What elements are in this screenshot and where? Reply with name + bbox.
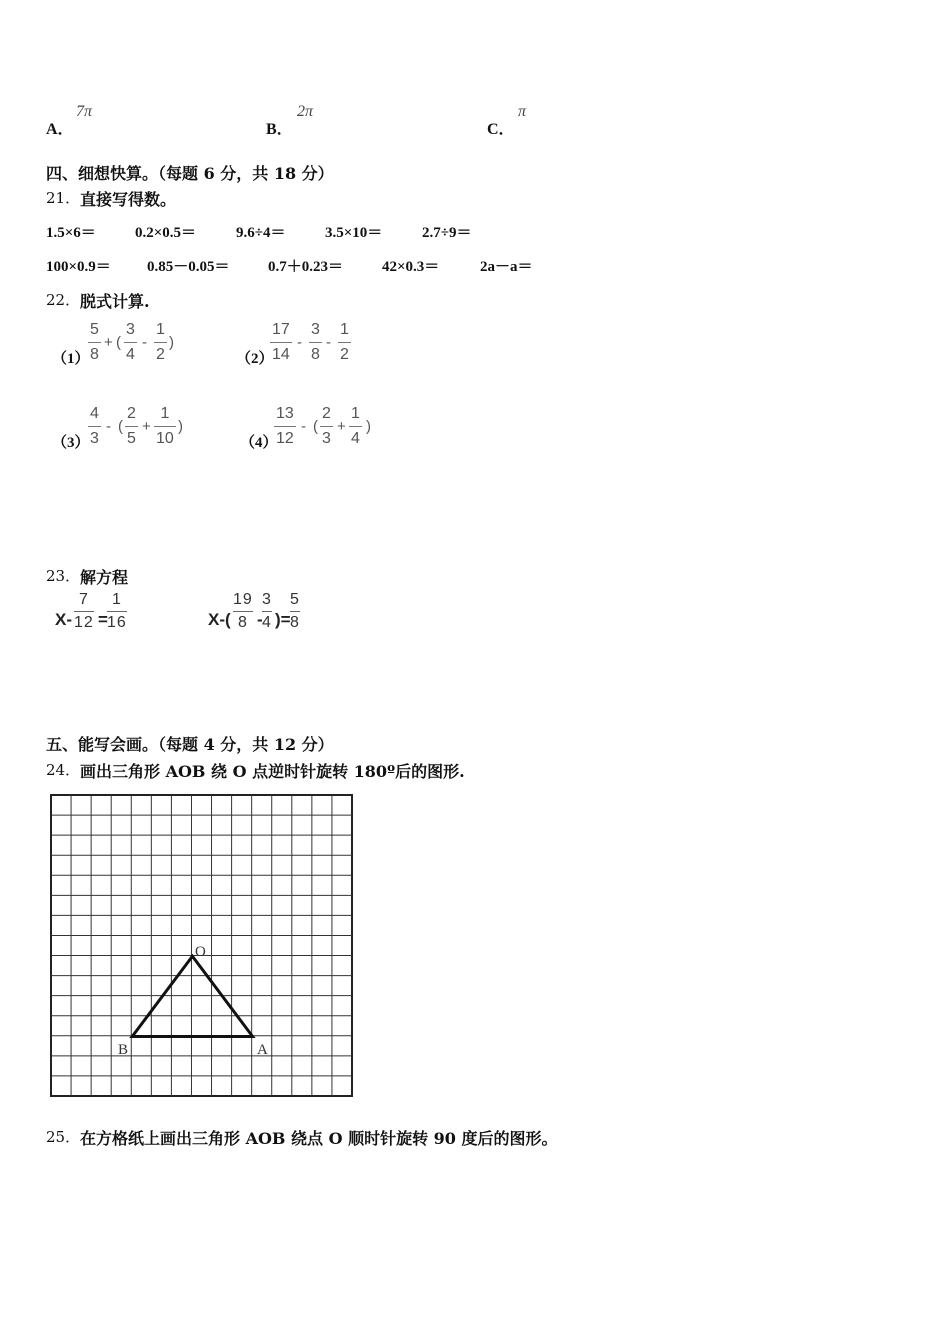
calc-r2-1: 100×0.9＝ <box>46 259 111 275</box>
eq1-fraction-1: 7 12 <box>74 591 94 631</box>
section5-title: 五、能写会画。（每题 4 分，共 12 分） <box>46 735 334 754</box>
expr1-fraction-1: 5 8 <box>90 321 99 363</box>
calc-r1-5: 2.7÷9＝ <box>422 225 472 241</box>
point-b-label: B <box>118 1042 129 1058</box>
expr3-op1: - <box>106 418 111 435</box>
eq1-equals: = <box>98 610 108 629</box>
eq1-prefix: X- <box>55 610 72 629</box>
expr2-label: （2） <box>236 351 274 367</box>
expr2-op2: - <box>326 334 331 351</box>
q21-text: 直接写得数。 <box>80 190 177 209</box>
expr4-lparen: ( <box>313 418 318 435</box>
expr4-op2: + <box>337 418 346 435</box>
eq2-fraction-3: 5 8 <box>290 591 300 631</box>
expr3-rparen: ) <box>178 418 183 435</box>
expr4-fraction-1: 13 12 <box>276 405 294 447</box>
expr1-lparen: ( <box>116 334 121 351</box>
calc-r1-1: 1.5×6＝ <box>46 225 96 241</box>
calc-r2-4: 42×0.3＝ <box>382 259 440 275</box>
point-o-label: O <box>195 944 206 960</box>
calc-r2-2: 0.85－0.05＝ <box>147 259 230 275</box>
expr1-op2: - <box>142 334 147 351</box>
q22-number: 22． <box>46 291 81 309</box>
expr3-label: （3） <box>52 435 90 451</box>
expr1-rparen: ) <box>169 334 174 351</box>
expr1-op1: + <box>104 334 113 351</box>
eq2-fraction-1: 19 8 <box>233 591 253 631</box>
expr2-fraction-1: 17 14 <box>272 321 290 363</box>
calc-r2-5: 2a－a＝ <box>480 259 533 275</box>
calc-r1-2: 0.2×0.5＝ <box>135 225 197 241</box>
eq2-prefix: X-( <box>208 610 231 629</box>
option-a-value: 7π <box>76 103 93 120</box>
expr3-op2: + <box>142 418 151 435</box>
q24-text: 画出三角形 AOB 绕 O 点逆时针旋转 180º后的图形. <box>80 762 465 781</box>
q25-number: 25． <box>46 1128 81 1146</box>
expr4-label: （4） <box>240 435 278 451</box>
expr3-lparen: ( <box>118 418 123 435</box>
expr2-fraction-3: 1 2 <box>340 321 349 363</box>
expr1-fraction-2: 3 4 <box>126 321 135 363</box>
option-c-value: π <box>518 103 527 120</box>
q23-number: 23． <box>46 567 81 585</box>
expr4-op1: - <box>301 418 306 435</box>
expr1-label: （1） <box>52 351 90 367</box>
q22-text: 脱式计算. <box>80 292 150 311</box>
option-b-value: 2π <box>297 103 314 120</box>
expr3-fraction-2: 2 5 <box>127 405 136 447</box>
expr1-fraction-3: 1 2 <box>156 321 165 363</box>
q25-text: 在方格纸上画出三角形 AOB 绕点 O 顺时针旋转 90 度后的图形。 <box>80 1129 558 1148</box>
eq2-close: )= <box>275 610 291 629</box>
eq2-minus: - <box>257 610 263 629</box>
expr4-rparen: ) <box>366 418 371 435</box>
eq1-fraction-2: 1 16 <box>107 591 127 631</box>
option-a-letter: A． <box>46 121 74 138</box>
option-c-letter: C． <box>487 121 515 138</box>
q24-number: 24． <box>46 761 81 779</box>
q21-number: 21． <box>46 189 81 207</box>
q23-text: 解方程 <box>80 568 129 587</box>
expr4-fraction-3: 1 4 <box>351 405 360 447</box>
calc-r1-3: 9.6÷4＝ <box>236 225 286 241</box>
calc-r2-3: 0.7＋0.23＝ <box>268 259 344 275</box>
option-b-letter: B． <box>266 121 293 138</box>
expr2-fraction-2: 3 8 <box>311 321 320 363</box>
expr2-op1: - <box>297 334 302 351</box>
point-a-label: A <box>257 1042 268 1058</box>
grid-figure <box>48 792 358 1100</box>
expr4-fraction-2: 2 3 <box>322 405 331 447</box>
expr3-fraction-1: 4 3 <box>90 405 99 447</box>
eq2-fraction-2: 3 4 <box>262 591 272 631</box>
calc-r1-4: 3.5×10＝ <box>325 225 383 241</box>
section4-title: 四、细想快算。（每题 6 分，共 18 分） <box>46 164 334 183</box>
expr3-fraction-3: 1 10 <box>156 405 174 447</box>
